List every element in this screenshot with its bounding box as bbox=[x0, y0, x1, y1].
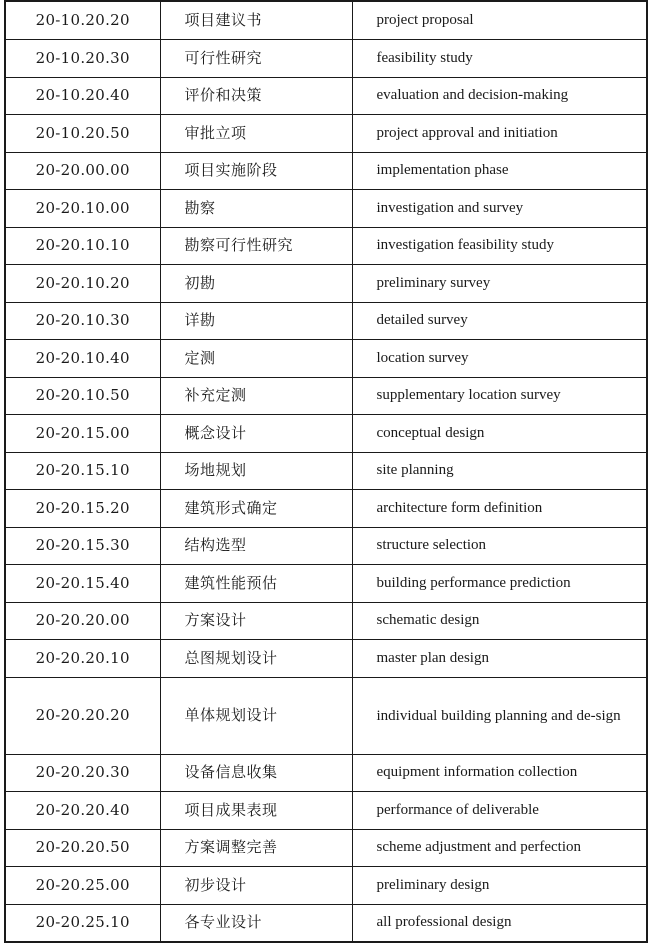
english-term-cell: investigation feasibility study bbox=[352, 227, 647, 265]
code-cell: 20-20.25.10 bbox=[5, 904, 160, 942]
code-cell: 20-20.15.00 bbox=[5, 415, 160, 453]
english-term-cell: building performance prediction bbox=[352, 565, 647, 603]
code-cell: 20-20.20.40 bbox=[5, 792, 160, 830]
code-cell: 20-20.10.30 bbox=[5, 302, 160, 340]
code-cell: 20-10.20.40 bbox=[5, 77, 160, 115]
chinese-term-cell: 详勘 bbox=[160, 302, 352, 340]
chinese-term-cell: 单体规划设计 bbox=[160, 677, 352, 754]
code-cell: 20-20.15.30 bbox=[5, 527, 160, 565]
chinese-term-cell: 方案调整完善 bbox=[160, 829, 352, 867]
chinese-term-cell: 初步设计 bbox=[160, 867, 352, 905]
terminology-table-container bbox=[4, 0, 646, 943]
table-row bbox=[5, 490, 647, 528]
chinese-term-cell: 定测 bbox=[160, 340, 352, 378]
code-cell: 20-20.25.00 bbox=[5, 867, 160, 905]
code-cell: 20-20.15.10 bbox=[5, 452, 160, 490]
english-term-cell: individual building planning and de-sign bbox=[352, 677, 647, 754]
english-term-cell: performance of deliverable bbox=[352, 792, 647, 830]
table-row bbox=[5, 377, 647, 415]
chinese-term-cell: 审批立项 bbox=[160, 115, 352, 153]
english-term-cell: project approval and initiation bbox=[352, 115, 647, 153]
chinese-term-cell: 总图规划设计 bbox=[160, 640, 352, 678]
code-cell: 20-20.20.20 bbox=[5, 677, 160, 754]
code-cell: 20-10.20.20 bbox=[5, 1, 160, 40]
chinese-term-cell: 项目成果表现 bbox=[160, 792, 352, 830]
chinese-term-cell: 建筑形式确定 bbox=[160, 490, 352, 528]
chinese-term-cell: 方案设计 bbox=[160, 602, 352, 640]
chinese-term-cell: 概念设计 bbox=[160, 415, 352, 453]
code-cell: 20-10.20.50 bbox=[5, 115, 160, 153]
english-term-cell: master plan design bbox=[352, 640, 647, 678]
chinese-term-cell: 可行性研究 bbox=[160, 40, 352, 78]
table-row bbox=[5, 602, 647, 640]
chinese-term-cell: 项目实施阶段 bbox=[160, 152, 352, 190]
table-row bbox=[5, 115, 647, 153]
table-row bbox=[5, 1, 647, 40]
english-term-cell: location survey bbox=[352, 340, 647, 378]
english-term-cell: structure selection bbox=[352, 527, 647, 565]
terminology-table bbox=[4, 0, 648, 943]
english-term-cell: detailed survey bbox=[352, 302, 647, 340]
table-row bbox=[5, 452, 647, 490]
english-term-cell: project proposal bbox=[352, 1, 647, 40]
code-cell: 20-20.20.50 bbox=[5, 829, 160, 867]
english-term-cell: site planning bbox=[352, 452, 647, 490]
english-term-cell: supplementary location survey bbox=[352, 377, 647, 415]
table-row bbox=[5, 904, 647, 942]
code-cell: 20-20.10.50 bbox=[5, 377, 160, 415]
english-term-cell: architecture form definition bbox=[352, 490, 647, 528]
english-term-cell: scheme adjustment and perfection bbox=[352, 829, 647, 867]
code-cell: 20-20.10.20 bbox=[5, 265, 160, 303]
chinese-term-cell: 场地规划 bbox=[160, 452, 352, 490]
code-cell: 20-20.10.10 bbox=[5, 227, 160, 265]
code-cell: 20-20.10.00 bbox=[5, 190, 160, 228]
english-term-cell: preliminary design bbox=[352, 867, 647, 905]
english-term-cell: implementation phase bbox=[352, 152, 647, 190]
code-cell: 20-20.10.40 bbox=[5, 340, 160, 378]
table-row bbox=[5, 867, 647, 905]
chinese-term-cell: 结构选型 bbox=[160, 527, 352, 565]
code-cell: 20-20.15.40 bbox=[5, 565, 160, 603]
table-row bbox=[5, 190, 647, 228]
english-term-cell: investigation and survey bbox=[352, 190, 647, 228]
table-row bbox=[5, 265, 647, 303]
english-term-cell: conceptual design bbox=[352, 415, 647, 453]
table-row bbox=[5, 527, 647, 565]
table-body bbox=[5, 1, 647, 942]
table-row bbox=[5, 754, 647, 792]
chinese-term-cell: 建筑性能预估 bbox=[160, 565, 352, 603]
chinese-term-cell: 勘察可行性研究 bbox=[160, 227, 352, 265]
table-row bbox=[5, 227, 647, 265]
english-term-cell: feasibility study bbox=[352, 40, 647, 78]
table-row bbox=[5, 77, 647, 115]
code-cell: 20-20.00.00 bbox=[5, 152, 160, 190]
chinese-term-cell: 评价和决策 bbox=[160, 77, 352, 115]
code-cell: 20-20.20.30 bbox=[5, 754, 160, 792]
table-row bbox=[5, 792, 647, 830]
english-term-cell: evaluation and decision-making bbox=[352, 77, 647, 115]
code-cell: 20-10.20.30 bbox=[5, 40, 160, 78]
english-term-cell: all professional design bbox=[352, 904, 647, 942]
table-row bbox=[5, 302, 647, 340]
table-row bbox=[5, 152, 647, 190]
english-term-cell: equipment information collection bbox=[352, 754, 647, 792]
table-row bbox=[5, 677, 647, 754]
table-row bbox=[5, 640, 647, 678]
chinese-term-cell: 初勘 bbox=[160, 265, 352, 303]
chinese-term-cell: 设备信息收集 bbox=[160, 754, 352, 792]
table-row bbox=[5, 415, 647, 453]
chinese-term-cell: 项目建议书 bbox=[160, 1, 352, 40]
table-row bbox=[5, 40, 647, 78]
chinese-term-cell: 勘察 bbox=[160, 190, 352, 228]
table-row bbox=[5, 829, 647, 867]
chinese-term-cell: 各专业设计 bbox=[160, 904, 352, 942]
chinese-term-cell: 补充定测 bbox=[160, 377, 352, 415]
table-row bbox=[5, 565, 647, 603]
english-term-cell: schematic design bbox=[352, 602, 647, 640]
code-cell: 20-20.20.10 bbox=[5, 640, 160, 678]
code-cell: 20-20.20.00 bbox=[5, 602, 160, 640]
code-cell: 20-20.15.20 bbox=[5, 490, 160, 528]
english-term-cell: preliminary survey bbox=[352, 265, 647, 303]
table-row bbox=[5, 340, 647, 378]
